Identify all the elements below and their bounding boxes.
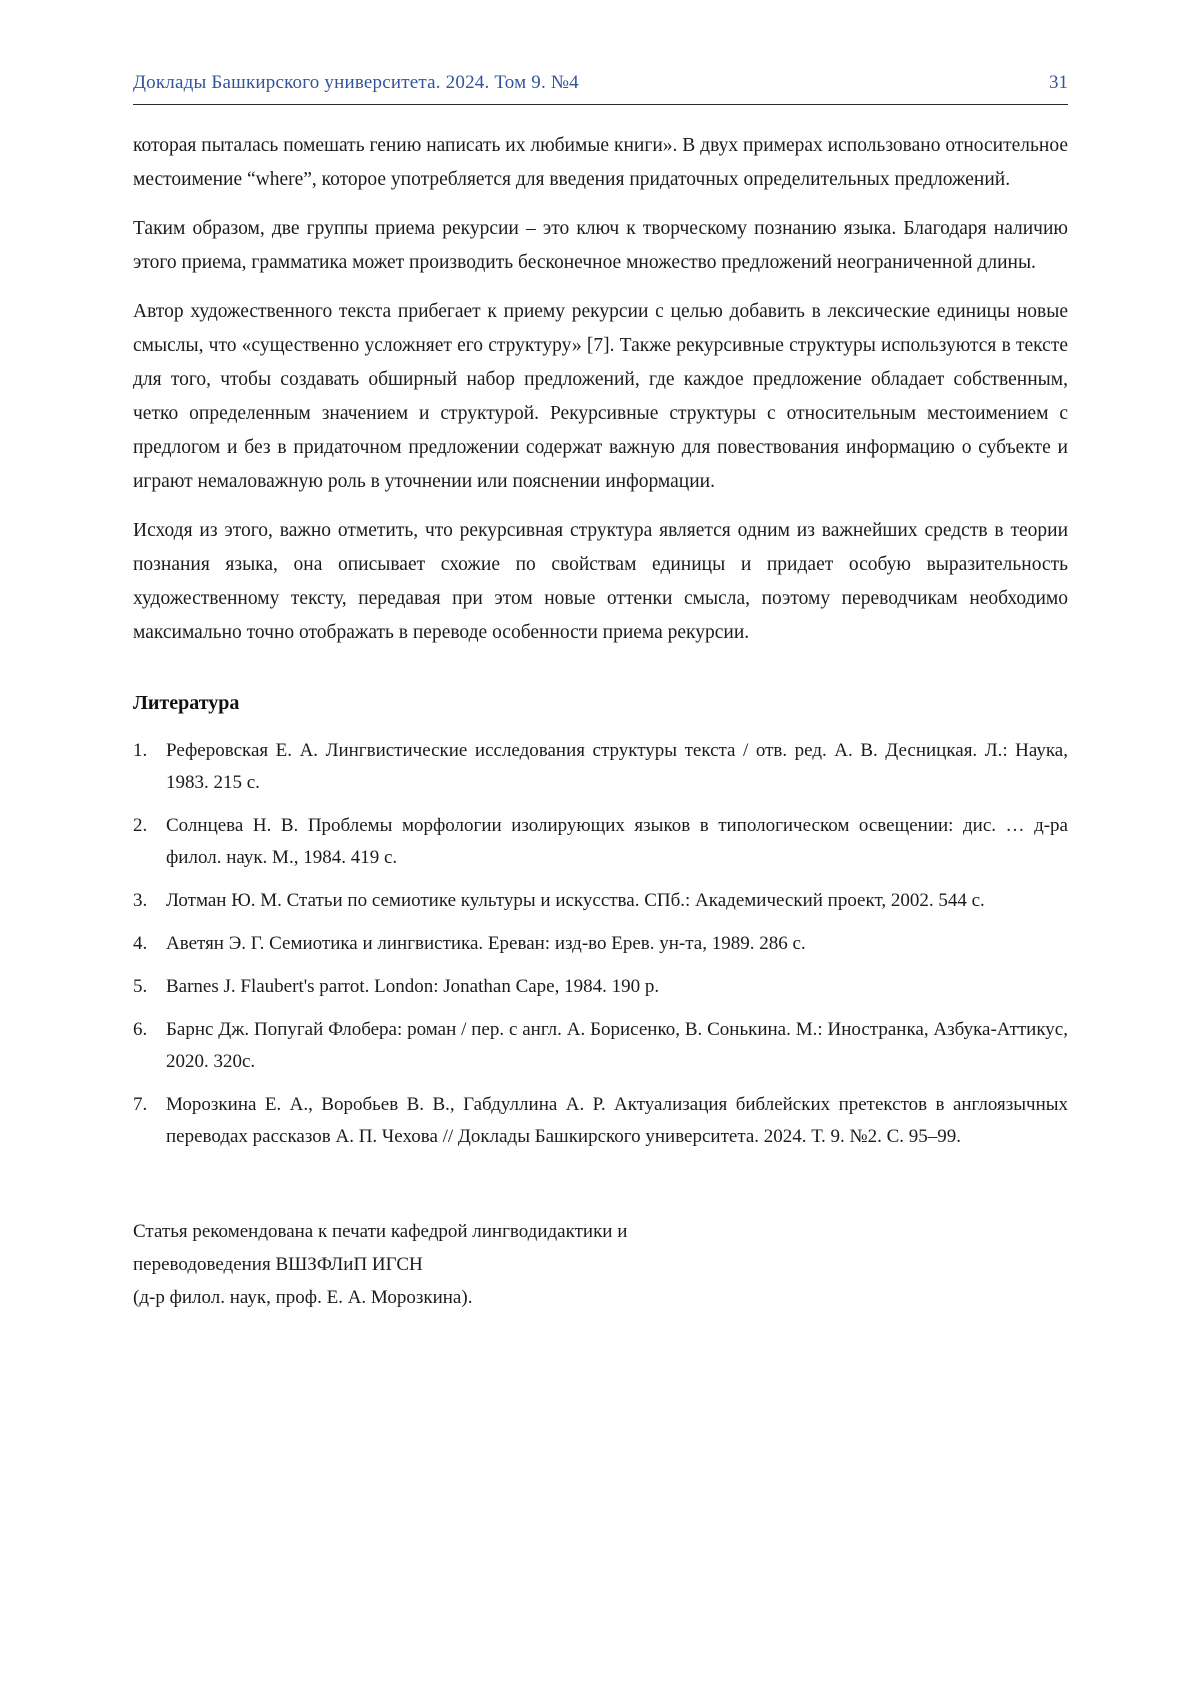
reference-item (133, 885, 1068, 917)
recommendation-line: (д-р филол. наук, проф. Е. А. Морозкина). (133, 1287, 473, 1308)
reference-number: 3. (133, 890, 148, 911)
body-paragraph: которая пыталась помешать гению написать их любимые книги». В двух примерах использовано относительное местоимение “where”, которое употребляется для введения придаточных определительных предложений. (133, 135, 1068, 190)
body-paragraph: Исходя из этого, важно отметить, что рекурсивная структура является одним из важнейших средств в теории познания языка, она описывает схожие по свойствам единицы и придает особую выразительность художественному тексту, передавая при этом новые оттенки смысла, поэтому переводчикам необходимо максимально точно отображать в переводе особенности приема рекурсии. (133, 520, 1068, 643)
reference-number: 5. (133, 976, 148, 997)
reference-text: Барнс Дж. Попугай Флобера: роман / пер. с англ. А. Борисенко, В. Сонькина. М.: Иностранка, Азбука-Аттикус, 2020. 320с. (166, 1019, 1068, 1072)
journal-running-title: Доклады Башкирского университета. 2024. Том 9. №4 (133, 72, 579, 93)
body-paragraph: Таким образом, две группы приема рекурсии – это ключ к творческому познанию языка. Благодаря наличию этого приема, грамматика может производить бесконечное множество предложений неограниченной длины. (133, 218, 1068, 273)
references-list (133, 735, 1068, 1153)
recommendation-note (133, 1215, 1068, 1314)
body-paragraph: Автор художественного текста прибегает к приему рекурсии с целью добавить в лексические единицы новые смыслы, что «существенно усложняет его структуру» [7]. Также рекурсивные структуры используются в тексте для того, чтобы создавать обширный набор предложений, где каждое предложение обладает собственным, четко определенным значением и структурой. Рекурсивные структуры с относительным местоимением с предлогом и без в придаточном предложении содержат важную для повествования информацию о субъекте и играют немаловажную роль в уточнении или пояснении информации. (133, 301, 1068, 492)
page-number: 31 (1049, 72, 1068, 93)
reference-item (133, 1014, 1068, 1078)
reference-number: 4. (133, 933, 148, 954)
reference-item (133, 1089, 1068, 1153)
article-body (133, 129, 1068, 1314)
reference-text: Солнцева Н. В. Проблемы морфологии изолирующих языков в типологическом освещении: дис. … д-ра филол. наук. М., 1984. 419 с. (166, 815, 1068, 868)
reference-text: Реферовская Е. А. Лингвистические исследования структуры текста / отв. ред. А. В. Десницкая. Л.: Наука, 1983. 215 с. (166, 740, 1068, 793)
references-heading: Литература (133, 692, 240, 714)
reference-text: Лотман Ю. М. Статьи по семиотике культуры и искусства. СПб.: Академический проект, 2002. 544 с. (166, 890, 985, 911)
reference-item (133, 928, 1068, 960)
recommendation-line: переводоведения ВШЗФЛиП ИГСН (133, 1254, 423, 1275)
reference-number: 6. (133, 1019, 148, 1040)
page-header (133, 72, 1068, 105)
reference-item (133, 735, 1068, 799)
reference-item (133, 971, 1068, 1003)
reference-number: 2. (133, 815, 148, 836)
reference-text: Аветян Э. Г. Семиотика и лингвистика. Ереван: изд-во Ерев. ун-та, 1989. 286 с. (166, 933, 806, 954)
reference-text: Barnes J. Flaubert's parrot. London: Jonathan Cape, 1984. 190 p. (166, 976, 660, 997)
recommendation-line: Статья рекомендована к печати кафедрой лингводидактики и (133, 1221, 628, 1242)
reference-number: 7. (133, 1094, 148, 1115)
reference-item (133, 810, 1068, 874)
reference-text: Морозкина Е. А., Воробьев В. В., Габдуллина А. Р. Актуализация библейских претекстов в англоязычных переводах рассказов А. П. Чехова // Доклады Башкирского университета. 2024. Т. 9. №2. С. 95–99. (166, 1094, 1068, 1147)
reference-number: 1. (133, 740, 148, 761)
